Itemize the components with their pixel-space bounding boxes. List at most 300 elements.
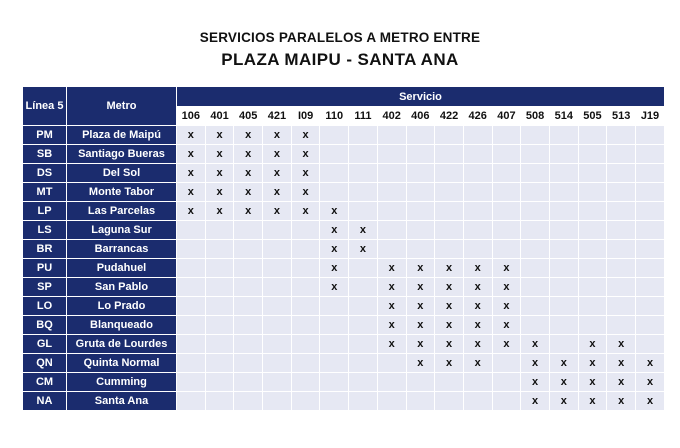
service-mark-cell [406,392,435,411]
service-mark-cell: x [377,335,406,354]
table-row [23,335,665,354]
service-mark-cell [549,316,578,335]
service-mark-cell [234,392,263,411]
service-mark-cell [521,164,550,183]
service-mark-cell: x [521,354,550,373]
service-mark-cell: x [406,316,435,335]
service-mark-cell [435,126,464,145]
service-mark-cell: x [492,259,521,278]
service-mark-cell [177,278,206,297]
table-row [23,297,665,316]
service-mark-cell [377,183,406,202]
service-mark-cell [549,164,578,183]
service-mark-cell: x [435,297,464,316]
station-code: QN [23,354,67,373]
service-mark-cell [205,297,234,316]
service-mark-cell [349,297,378,316]
service-mark-cell: x [463,278,492,297]
service-mark-cell [406,202,435,221]
service-mark-cell: x [205,202,234,221]
table-row [23,183,665,202]
station-code: LP [23,202,67,221]
service-mark-cell: x [435,354,464,373]
table-row [23,221,665,240]
service-mark-cell [291,297,320,316]
service-mark-cell [263,297,292,316]
service-mark-cell [607,316,636,335]
service-mark-cell [607,278,636,297]
service-mark-cell [607,240,636,259]
service-mark-cell [435,145,464,164]
service-mark-cell: x [263,202,292,221]
service-mark-cell: x [263,164,292,183]
service-mark-cell: x [320,202,349,221]
service-mark-cell [578,259,607,278]
service-mark-cell: x [578,354,607,373]
station-rows [23,126,665,411]
service-mark-cell [349,316,378,335]
service-mark-cell [349,335,378,354]
service-mark-cell [607,145,636,164]
service-mark-cell [177,392,206,411]
service-mark-cell [320,354,349,373]
service-mark-cell [578,145,607,164]
service-mark-cell [320,392,349,411]
service-mark-cell [320,335,349,354]
service-mark-cell [377,126,406,145]
service-mark-cell [234,240,263,259]
service-header-505: 505 [578,107,607,126]
service-mark-cell [234,373,263,392]
table-row [23,126,665,145]
service-mark-cell [435,183,464,202]
service-mark-cell: x [636,373,665,392]
service-header-i09: I09 [291,107,320,126]
service-mark-cell [463,202,492,221]
service-mark-cell [521,259,550,278]
service-mark-cell: x [205,126,234,145]
station-name: Gruta de Lourdes [67,335,177,354]
service-mark-cell: x [291,183,320,202]
service-mark-cell [320,126,349,145]
service-mark-cell [263,316,292,335]
service-header-508: 508 [521,107,550,126]
service-header-j19: J19 [636,107,665,126]
service-mark-cell [578,297,607,316]
table-row [23,240,665,259]
service-mark-cell [234,278,263,297]
service-mark-cell [549,126,578,145]
service-mark-cell [263,221,292,240]
service-mark-cell [607,221,636,240]
service-mark-cell [607,183,636,202]
service-header-402: 402 [377,107,406,126]
service-mark-cell [549,278,578,297]
station-name: Quinta Normal [67,354,177,373]
station-name: Santa Ana [67,392,177,411]
service-mark-cell: x [406,259,435,278]
station-name: Barrancas [67,240,177,259]
service-mark-cell [578,183,607,202]
service-mark-cell [205,335,234,354]
service-mark-cell [177,259,206,278]
table-row [23,373,665,392]
service-mark-cell: x [578,373,607,392]
service-mark-cell [377,221,406,240]
service-mark-cell: x [177,202,206,221]
service-mark-cell: x [406,278,435,297]
service-mark-cell [636,126,665,145]
service-mark-cell [177,354,206,373]
service-mark-cell [291,240,320,259]
service-mark-cell: x [291,164,320,183]
service-mark-cell [607,297,636,316]
service-mark-cell [377,392,406,411]
station-code: SP [23,278,67,297]
station-code: PM [23,126,67,145]
service-mark-cell [492,240,521,259]
service-mark-cell [263,392,292,411]
service-mark-cell: x [463,316,492,335]
station-code: LO [23,297,67,316]
service-mark-cell [492,126,521,145]
station-code: NA [23,392,67,411]
service-mark-cell [320,297,349,316]
service-mark-cell [291,354,320,373]
service-header-421: 421 [263,107,292,126]
service-mark-cell: x [377,278,406,297]
header-metro: Metro [67,87,177,126]
service-mark-cell [349,164,378,183]
service-header-426: 426 [463,107,492,126]
service-mark-cell [521,297,550,316]
service-mark-cell: x [435,259,464,278]
service-mark-cell [234,221,263,240]
service-mark-cell [177,316,206,335]
service-mark-cell [636,221,665,240]
service-mark-cell: x [234,183,263,202]
service-header-405: 405 [234,107,263,126]
service-mark-cell [492,202,521,221]
service-mark-cell [377,373,406,392]
service-mark-cell [349,373,378,392]
service-mark-cell [406,164,435,183]
service-mark-cell [435,202,464,221]
service-mark-cell: x [234,126,263,145]
service-mark-cell [320,316,349,335]
service-mark-cell [521,240,550,259]
service-mark-cell [636,259,665,278]
service-mark-cell [607,164,636,183]
station-code: BR [23,240,67,259]
table-row [23,316,665,335]
station-code: MT [23,183,67,202]
service-mark-cell: x [463,259,492,278]
service-mark-cell: x [177,126,206,145]
service-mark-cell [549,183,578,202]
service-mark-cell [636,297,665,316]
service-header-406: 406 [406,107,435,126]
service-mark-cell [636,278,665,297]
service-mark-cell [435,240,464,259]
service-mark-cell [234,354,263,373]
service-mark-cell [578,221,607,240]
station-name: San Pablo [67,278,177,297]
service-mark-cell [349,392,378,411]
service-mark-cell: x [291,126,320,145]
service-mark-cell [234,335,263,354]
service-mark-cell [549,145,578,164]
service-mark-cell [291,259,320,278]
service-mark-cell [578,316,607,335]
station-code: LS [23,221,67,240]
service-mark-cell [205,240,234,259]
service-mark-cell [349,145,378,164]
service-mark-cell: x [549,373,578,392]
service-mark-cell [349,354,378,373]
table-row [23,164,665,183]
service-mark-cell: x [320,221,349,240]
table-row [23,392,665,411]
service-mark-cell: x [263,183,292,202]
service-mark-cell [177,373,206,392]
service-mark-cell: x [320,278,349,297]
service-mark-cell [349,126,378,145]
service-mark-cell [636,183,665,202]
station-code: SB [23,145,67,164]
service-header-106: 106 [177,107,206,126]
service-mark-cell [521,316,550,335]
service-mark-cell [578,202,607,221]
service-mark-cell [205,392,234,411]
service-header-111: 111 [349,107,378,126]
service-mark-cell: x [349,240,378,259]
service-mark-cell: x [205,145,234,164]
service-mark-cell [549,335,578,354]
service-mark-cell [636,335,665,354]
service-mark-cell [435,164,464,183]
service-mark-cell [578,164,607,183]
service-mark-cell: x [291,145,320,164]
service-mark-cell [578,278,607,297]
service-mark-cell [320,183,349,202]
service-mark-cell [291,335,320,354]
service-mark-cell: x [636,354,665,373]
service-mark-cell [463,164,492,183]
service-mark-cell: x [177,164,206,183]
service-mark-cell: x [263,126,292,145]
service-mark-cell [463,373,492,392]
service-mark-cell: x [234,145,263,164]
station-code: GL [23,335,67,354]
service-mark-cell [234,259,263,278]
service-mark-cell [377,240,406,259]
service-mark-cell [406,126,435,145]
service-mark-cell [521,126,550,145]
service-mark-cell: x [578,392,607,411]
service-mark-cell [636,202,665,221]
station-code: DS [23,164,67,183]
service-mark-cell [549,259,578,278]
station-name: Pudahuel [67,259,177,278]
service-mark-cell [263,354,292,373]
service-mark-cell: x [492,316,521,335]
service-mark-cell [636,145,665,164]
service-mark-cell [578,126,607,145]
service-header-110: 110 [320,107,349,126]
table-row [23,259,665,278]
service-mark-cell: x [435,316,464,335]
service-mark-cell [521,145,550,164]
service-mark-cell: x [234,202,263,221]
service-mark-cell: x [377,316,406,335]
service-mark-cell: x [406,297,435,316]
service-mark-cell: x [205,164,234,183]
service-mark-cell [205,354,234,373]
service-mark-cell: x [607,335,636,354]
service-mark-cell [636,240,665,259]
header-servicio: Servicio [177,87,665,107]
service-mark-cell: x [521,392,550,411]
service-mark-cell: x [435,335,464,354]
service-mark-cell: x [177,145,206,164]
table-row [23,278,665,297]
service-mark-cell: x [463,354,492,373]
service-mark-cell [291,278,320,297]
service-mark-cell: x [349,221,378,240]
service-mark-cell [349,202,378,221]
service-mark-cell [205,221,234,240]
service-mark-cell: x [377,297,406,316]
station-name: Lo Prado [67,297,177,316]
service-mark-cell: x [406,354,435,373]
service-mark-cell [406,240,435,259]
service-mark-cell [435,392,464,411]
service-mark-cell [291,373,320,392]
title-line-2: PLAZA MAIPU - SANTA ANA [221,50,459,69]
service-header-513: 513 [607,107,636,126]
service-header-422: 422 [435,107,464,126]
service-mark-cell [263,373,292,392]
station-name: Santiago Bueras [67,145,177,164]
service-mark-cell [463,183,492,202]
service-mark-cell [406,183,435,202]
service-mark-cell: x [607,392,636,411]
service-mark-cell: x [234,164,263,183]
service-mark-cell [406,373,435,392]
service-mark-cell: x [435,278,464,297]
service-mark-cell [607,259,636,278]
service-mark-cell: x [521,373,550,392]
service-mark-cell [549,297,578,316]
service-mark-cell [177,240,206,259]
service-mark-cell [463,221,492,240]
service-mark-cell [492,392,521,411]
service-mark-cell [521,183,550,202]
service-mark-cell [205,278,234,297]
service-mark-cell [549,202,578,221]
service-mark-cell: x [492,278,521,297]
service-mark-cell: x [607,373,636,392]
service-mark-cell [521,202,550,221]
service-mark-cell [205,316,234,335]
service-mark-cell [549,221,578,240]
service-header-401: 401 [205,107,234,126]
service-mark-cell [492,164,521,183]
service-mark-cell: x [607,354,636,373]
service-mark-cell [263,278,292,297]
service-mark-cell [349,278,378,297]
service-mark-cell [578,240,607,259]
service-mark-cell [320,373,349,392]
service-mark-cell: x [205,183,234,202]
service-mark-cell [463,126,492,145]
service-mark-cell: x [406,335,435,354]
service-mark-cell [463,392,492,411]
service-mark-cell [492,183,521,202]
service-mark-cell: x [263,145,292,164]
station-name: Del Sol [67,164,177,183]
service-mark-cell: x [320,240,349,259]
service-mark-cell [263,335,292,354]
service-mark-cell: x [291,202,320,221]
service-mark-cell: x [377,259,406,278]
service-mark-cell [636,316,665,335]
service-mark-cell [177,335,206,354]
service-mark-cell [263,259,292,278]
service-mark-cell [377,164,406,183]
station-name: Cumming [67,373,177,392]
service-header-407: 407 [492,107,521,126]
service-mark-cell [406,145,435,164]
service-mark-cell [406,221,435,240]
header-linea: Línea 5 [23,87,67,126]
service-mark-cell [463,240,492,259]
service-mark-cell [492,354,521,373]
table-row [23,145,665,164]
services-table [22,86,665,411]
service-mark-cell [263,240,292,259]
station-code: BQ [23,316,67,335]
table-row [23,354,665,373]
service-mark-cell: x [492,297,521,316]
service-mark-cell [492,221,521,240]
service-mark-cell [377,354,406,373]
service-mark-cell [549,240,578,259]
service-mark-cell [521,278,550,297]
service-mark-cell: x [636,392,665,411]
station-code: PU [23,259,67,278]
service-mark-cell [377,202,406,221]
station-name: Monte Tabor [67,183,177,202]
service-mark-cell [291,221,320,240]
service-mark-cell: x [578,335,607,354]
service-mark-cell [521,221,550,240]
service-mark-cell [291,392,320,411]
service-mark-cell [177,297,206,316]
table-row [23,202,665,221]
service-mark-cell [349,183,378,202]
title-line-1: SERVICIOS PARALELOS A METRO ENTRE [199,30,481,45]
station-name: Las Parcelas [67,202,177,221]
station-name: Plaza de Maipú [67,126,177,145]
service-mark-cell [234,316,263,335]
service-mark-cell: x [463,335,492,354]
service-mark-cell [636,164,665,183]
service-mark-cell: x [492,335,521,354]
service-header-514: 514 [549,107,578,126]
service-mark-cell [320,164,349,183]
